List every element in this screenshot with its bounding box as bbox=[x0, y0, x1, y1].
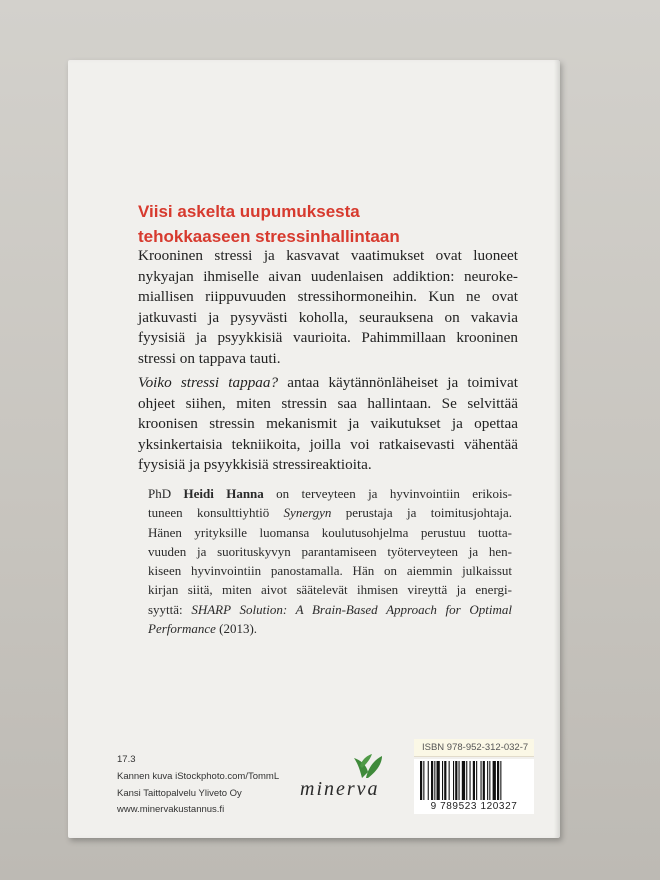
barcode-bar bbox=[428, 761, 429, 801]
text-line: stressi on tappava tauti. bbox=[138, 349, 281, 367]
barcode-bar bbox=[466, 761, 467, 801]
barcode-bar bbox=[437, 761, 440, 801]
barcode-bar bbox=[431, 761, 433, 801]
text-line: fyysisiä ja psyykkisiä vaurioita. Pahimmillaan krooninen bbox=[138, 329, 518, 347]
cover-edge-shadow bbox=[554, 60, 560, 838]
text-span: syyttä: bbox=[148, 601, 192, 617]
publisher-logo bbox=[300, 748, 400, 802]
text-line bbox=[138, 373, 518, 394]
barcode-bar bbox=[434, 761, 435, 801]
barcode-bar bbox=[500, 761, 501, 801]
text-line: fyysisiä ja psyykkisiä stressireaktioita. bbox=[138, 456, 372, 474]
text-line: yksinkertaisia tekniikoita, joilla voi ratkaisevasti vähentää bbox=[138, 435, 518, 453]
bio-line bbox=[148, 619, 512, 638]
barcode-bar bbox=[497, 761, 499, 801]
barcode-bar bbox=[493, 761, 496, 801]
bio-line bbox=[148, 503, 512, 522]
bio-line: Hänen yrityksille luomansa koulutusohjelma perustuu tuotta- bbox=[148, 524, 512, 540]
barcode-bar bbox=[423, 761, 424, 801]
barcode-bars bbox=[414, 759, 534, 801]
barcode-bar bbox=[449, 761, 450, 801]
barcode-bar bbox=[489, 761, 490, 801]
company-name: Synergyn bbox=[283, 505, 332, 521]
headline bbox=[138, 199, 518, 249]
text-line: Krooninen stressi ja kasvavat vaatimukset ovat luoneet bbox=[138, 247, 518, 264]
text-span: antaa käytännönläheiset ja toimivat bbox=[278, 374, 518, 391]
barcode-bar bbox=[481, 761, 482, 801]
publisher-name: minerva bbox=[300, 778, 380, 800]
leaf-icon bbox=[300, 748, 400, 782]
barcode-bar bbox=[483, 761, 485, 801]
headline-line-2: tehokkaaseen stressinhallintaan bbox=[138, 227, 400, 246]
barcode-bar bbox=[442, 761, 443, 801]
text-line: jatkuvasti ja pysyvästi koholla, seurauksena on vakavia bbox=[138, 308, 518, 326]
book-title: Voiko stressi tappaa? bbox=[138, 374, 279, 391]
description-paragraph-1 bbox=[138, 246, 518, 370]
barcode-bar bbox=[473, 761, 475, 801]
book-title: Performance bbox=[148, 621, 216, 637]
text-line: ohjeet siihen, miten stressin saa hallintaan. Se selvittää bbox=[138, 394, 518, 412]
text-span: (2013). bbox=[215, 621, 258, 637]
bio-line: kirjan siitä, miten aivot säätelevät ihmisen vireyttä ja energi- bbox=[148, 582, 512, 598]
cover-photo-credit: Kannen kuva iStockphoto.com/TommL bbox=[117, 770, 280, 782]
barcode-bar bbox=[455, 761, 457, 801]
author-name: Heidi Hanna bbox=[183, 486, 264, 501]
text-span: perustaja ja toimitusjohtaja. bbox=[331, 505, 512, 521]
bio-line: kiseen hyvinvointiin panostamalla. Hän on aiemmin julkaissut bbox=[148, 563, 512, 579]
description-paragraph-2 bbox=[138, 373, 518, 476]
credits bbox=[117, 752, 279, 819]
book-title: SHARP Solution: A Brain-Based Approach for Optimal bbox=[191, 601, 512, 617]
barcode-bar bbox=[420, 761, 422, 801]
text-span: on terveyteen ja hyvinvointiin erikois- bbox=[263, 486, 512, 501]
barcode-digits: 9 789523 120327 bbox=[414, 800, 534, 814]
barcode-bar bbox=[476, 761, 477, 801]
headline-line-1: Viisi askelta uupumuksesta bbox=[138, 202, 360, 221]
price-code: 17.3 bbox=[117, 754, 136, 765]
bio-line bbox=[148, 600, 512, 619]
barcode bbox=[414, 759, 534, 801]
text-span: PhD bbox=[148, 486, 184, 501]
publisher-website: www.minervakustannus.fi bbox=[117, 804, 225, 816]
barcode-bar bbox=[487, 761, 488, 801]
text-line: kroonisen stressin mekanismit ja vaikutukset ja opettaa bbox=[138, 415, 518, 433]
isbn-label: ISBN 978-952-312-032-7 bbox=[414, 739, 534, 757]
cover-design-credit: Kansi Taittopalvelu Yliveto Oy bbox=[117, 787, 242, 799]
barcode-bar bbox=[453, 761, 454, 801]
barcode-bar bbox=[459, 761, 460, 801]
bio-line: vuuden ja suorituskyvyn parantamiseen työterveyteen ja hen- bbox=[148, 543, 512, 559]
bio-line bbox=[148, 484, 512, 503]
barcode-bar bbox=[444, 761, 446, 801]
text-line: nykyajan ihmiselle aivan uudenlaisen addiktion: neuroke- bbox=[138, 267, 518, 285]
text-line: miallisen riippuvuuden stressihormoneihin. Kun ne ovat bbox=[138, 288, 518, 306]
barcode-bar bbox=[462, 761, 465, 801]
author-bio bbox=[148, 484, 512, 638]
barcode-bar bbox=[470, 761, 471, 801]
text-span: tuneen konsulttiyhtiö bbox=[148, 505, 284, 521]
